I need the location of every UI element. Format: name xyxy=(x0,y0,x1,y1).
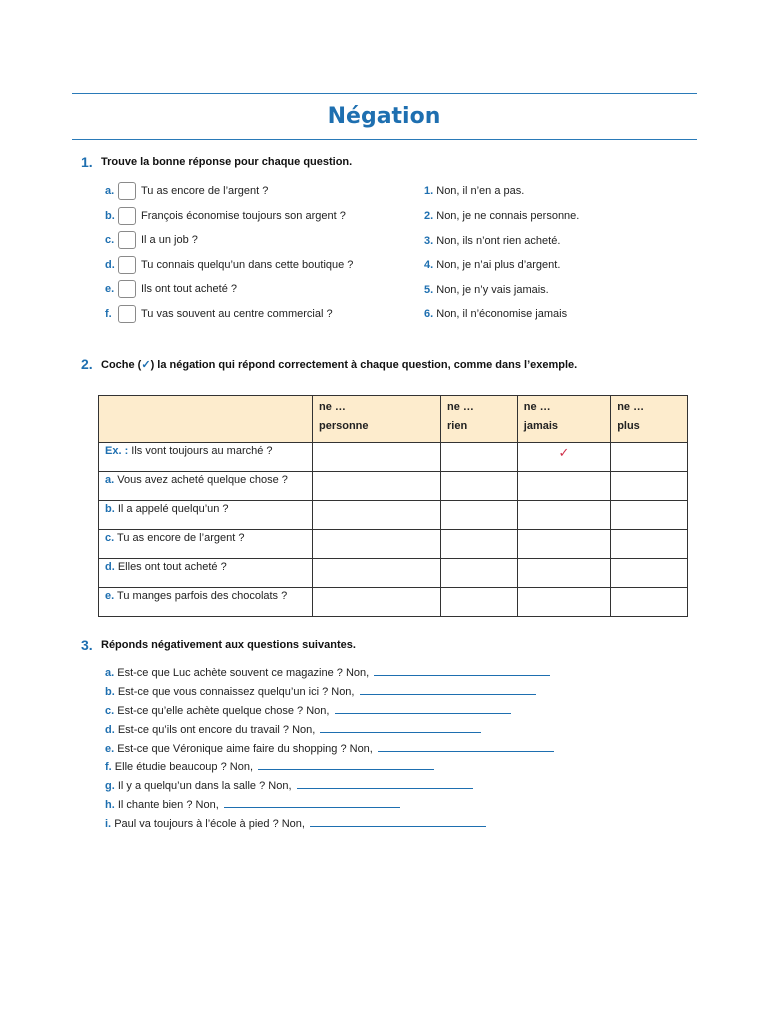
row-text: Vous avez acheté quelque chose ? xyxy=(117,474,288,486)
item-letter: g. xyxy=(105,780,115,792)
answer-line-item xyxy=(105,703,511,717)
answer-box[interactable] xyxy=(118,182,136,200)
question-text: François économise toujours son argent ? xyxy=(141,210,346,222)
match-answer xyxy=(424,210,579,222)
answer-box[interactable] xyxy=(118,305,136,323)
answer-line-item xyxy=(105,741,554,755)
answer-blank[interactable] xyxy=(297,778,473,789)
exercise-1-instruction: Trouve la bonne réponse pour chaque question. xyxy=(101,156,353,168)
item-text: Elle étudie beaucoup ? Non, xyxy=(114,761,254,773)
answer-text: Non, je n’y vais jamais. xyxy=(436,284,549,296)
answer-number: 2. xyxy=(424,210,434,222)
question-cell xyxy=(99,559,313,588)
table-row xyxy=(99,559,688,588)
instruction-part: ) la négation qui répond correctement à chaque question, comme dans l’exemple. xyxy=(150,359,578,371)
check-cell[interactable] xyxy=(611,443,688,472)
question-text: Tu vas souvent au centre commercial ? xyxy=(141,308,333,320)
item-text: Est-ce que vous connaissez quelqu’un ici ? Non, xyxy=(117,686,355,698)
answer-blank[interactable] xyxy=(374,665,550,676)
question-cell xyxy=(99,443,313,472)
check-cell[interactable] xyxy=(313,530,441,559)
answer-line-item xyxy=(105,722,481,736)
top-rule xyxy=(72,93,697,94)
check-cell[interactable] xyxy=(611,559,688,588)
check-cell[interactable] xyxy=(440,443,517,472)
match-answer xyxy=(424,235,560,247)
answer-text: Non, ils n’ont rien acheté. xyxy=(436,235,561,247)
column-header-personne xyxy=(313,396,441,443)
answer-box[interactable] xyxy=(118,280,136,298)
check-cell[interactable] xyxy=(313,472,441,501)
answer-line-item xyxy=(105,684,536,698)
check-cell[interactable] xyxy=(611,530,688,559)
match-question xyxy=(105,206,346,226)
match-question xyxy=(105,304,333,324)
match-answer xyxy=(424,284,549,296)
item-letter: c. xyxy=(105,705,115,717)
answer-blank[interactable] xyxy=(378,741,554,752)
match-question xyxy=(105,181,268,201)
header-bottom: personne xyxy=(319,420,369,432)
row-letter: c. xyxy=(105,532,115,544)
row-text: Tu manges parfois des chocolats ? xyxy=(117,590,288,602)
table-header-row xyxy=(99,396,688,443)
question-text: Ils ont tout acheté ? xyxy=(141,283,238,295)
answer-number: 5. xyxy=(424,284,434,296)
question-cell xyxy=(99,588,313,617)
match-answer xyxy=(424,259,560,271)
item-letter: f. xyxy=(105,761,112,773)
question-letter: e. xyxy=(105,283,115,295)
answer-number: 3. xyxy=(424,235,434,247)
item-text: Est-ce que Luc achète souvent ce magazine ? Non, xyxy=(117,667,370,679)
check-cell[interactable] xyxy=(440,530,517,559)
question-letter: a. xyxy=(105,185,115,197)
answer-text: Non, il n’économise jamais xyxy=(436,308,568,320)
table-row xyxy=(99,472,688,501)
item-text: Il y a quelqu’un dans la salle ? Non, xyxy=(117,780,292,792)
check-cell[interactable] xyxy=(611,501,688,530)
answer-box[interactable] xyxy=(118,231,136,249)
question-letter: c. xyxy=(105,234,115,246)
row-letter: d. xyxy=(105,561,115,573)
header-top: ne … xyxy=(617,401,645,413)
item-text: Est-ce qu’ils ont encore du travail ? Non, xyxy=(117,724,316,736)
question-letter: b. xyxy=(105,210,115,222)
check-cell[interactable] xyxy=(313,559,441,588)
check-cell[interactable] xyxy=(440,588,517,617)
question-text: Tu as encore de l’argent ? xyxy=(141,185,269,197)
title-underline xyxy=(72,139,697,140)
question-cell xyxy=(99,501,313,530)
header-bottom: rien xyxy=(446,420,468,432)
exercise-3-instruction: Réponds négativement aux questions suivantes. xyxy=(101,639,356,651)
item-letter: b. xyxy=(105,686,115,698)
check-cell[interactable] xyxy=(517,443,610,472)
match-question xyxy=(105,230,198,250)
check-cell[interactable] xyxy=(517,588,610,617)
header-top: ne … xyxy=(319,401,346,413)
column-header-rien xyxy=(440,396,517,443)
column-header-plus xyxy=(611,396,688,443)
question-text: Il a un job ? xyxy=(141,234,198,246)
answer-blank[interactable] xyxy=(258,759,434,770)
table-row xyxy=(99,588,688,617)
check-cell[interactable] xyxy=(313,588,441,617)
table-row xyxy=(99,443,688,472)
page-title: Négation xyxy=(327,104,441,129)
question-cell xyxy=(99,472,313,501)
item-letter: h. xyxy=(105,799,115,811)
match-answer xyxy=(424,308,567,320)
checkmark-icon: ✓ xyxy=(141,359,151,371)
check-cell[interactable] xyxy=(517,501,610,530)
answer-number: 1. xyxy=(424,185,434,197)
row-letter: b. xyxy=(105,503,115,515)
answer-number: 6. xyxy=(424,308,434,320)
answer-text: Non, je n’ai plus d’argent. xyxy=(436,259,561,271)
check-cell[interactable] xyxy=(440,559,517,588)
header-top: ne … xyxy=(523,401,551,413)
check-cell[interactable] xyxy=(440,472,517,501)
row-text: Il a appelé quelqu’un ? xyxy=(117,503,229,515)
question-cell xyxy=(99,530,313,559)
exercise-2-number: 2. xyxy=(81,356,93,372)
answer-box[interactable] xyxy=(118,256,136,274)
header-bottom: plus xyxy=(617,420,640,432)
check-cell[interactable] xyxy=(440,501,517,530)
answer-line-item xyxy=(105,665,550,679)
header-top: ne … xyxy=(446,401,474,413)
item-letter: a. xyxy=(105,667,115,679)
check-cell[interactable] xyxy=(611,588,688,617)
exercise-1-number: 1. xyxy=(81,154,93,170)
row-letter: Ex. : xyxy=(105,445,129,457)
item-letter: e. xyxy=(105,743,115,755)
answer-line-item xyxy=(105,778,473,792)
answer-line-item xyxy=(105,759,434,773)
answer-blank[interactable] xyxy=(320,722,481,733)
header-empty-cell xyxy=(99,396,313,443)
check-cell[interactable] xyxy=(517,559,610,588)
answer-line-item xyxy=(105,797,400,811)
checkmark-icon: ✓ xyxy=(558,445,570,460)
item-letter: d. xyxy=(105,724,115,736)
question-text: Tu connais quelqu’un dans cette boutique ? xyxy=(141,259,354,271)
check-cell[interactable] xyxy=(611,472,688,501)
exercise-2-instruction xyxy=(101,358,577,371)
item-text: Est-ce qu’elle achète quelque chose ? Non, xyxy=(117,705,330,717)
row-text: Tu as encore de l’argent ? xyxy=(117,532,245,544)
item-text: Paul va toujours à l’école à pied ? Non, xyxy=(114,818,305,830)
check-cell[interactable] xyxy=(517,530,610,559)
answer-text: Non, je ne connais personne. xyxy=(436,210,580,222)
answer-line-item xyxy=(105,816,486,830)
item-text: Il chante bien ? Non, xyxy=(117,799,219,811)
row-letter: a. xyxy=(105,474,115,486)
table-row xyxy=(99,530,688,559)
exercise-3-number: 3. xyxy=(81,637,93,653)
answer-text: Non, il n’en a pas. xyxy=(436,185,525,197)
answer-blank[interactable] xyxy=(335,703,511,714)
answer-blank[interactable] xyxy=(310,816,486,827)
question-letter: d. xyxy=(105,259,115,271)
row-text: Elles ont tout acheté ? xyxy=(117,561,227,573)
match-answer xyxy=(424,185,524,197)
match-question xyxy=(105,279,237,299)
answer-box[interactable] xyxy=(118,207,136,225)
item-letter: i. xyxy=(105,818,112,830)
table-row xyxy=(99,501,688,530)
row-text: Ils vont toujours au marché ? xyxy=(131,445,273,457)
match-question xyxy=(105,255,353,275)
check-cell[interactable] xyxy=(517,472,610,501)
row-letter: e. xyxy=(105,590,115,602)
header-bottom: jamais xyxy=(523,420,559,432)
check-cell[interactable] xyxy=(313,443,441,472)
check-cell[interactable] xyxy=(313,501,441,530)
question-letter: f. xyxy=(105,308,112,320)
answer-blank[interactable] xyxy=(224,797,400,808)
instruction-part: Coche ( xyxy=(101,359,142,371)
negation-table xyxy=(98,395,688,617)
item-text: Est-ce que Véronique aime faire du shopping ? Non, xyxy=(117,743,373,755)
answer-number: 4. xyxy=(424,259,434,271)
column-header-jamais xyxy=(517,396,610,443)
answer-blank[interactable] xyxy=(360,684,536,695)
